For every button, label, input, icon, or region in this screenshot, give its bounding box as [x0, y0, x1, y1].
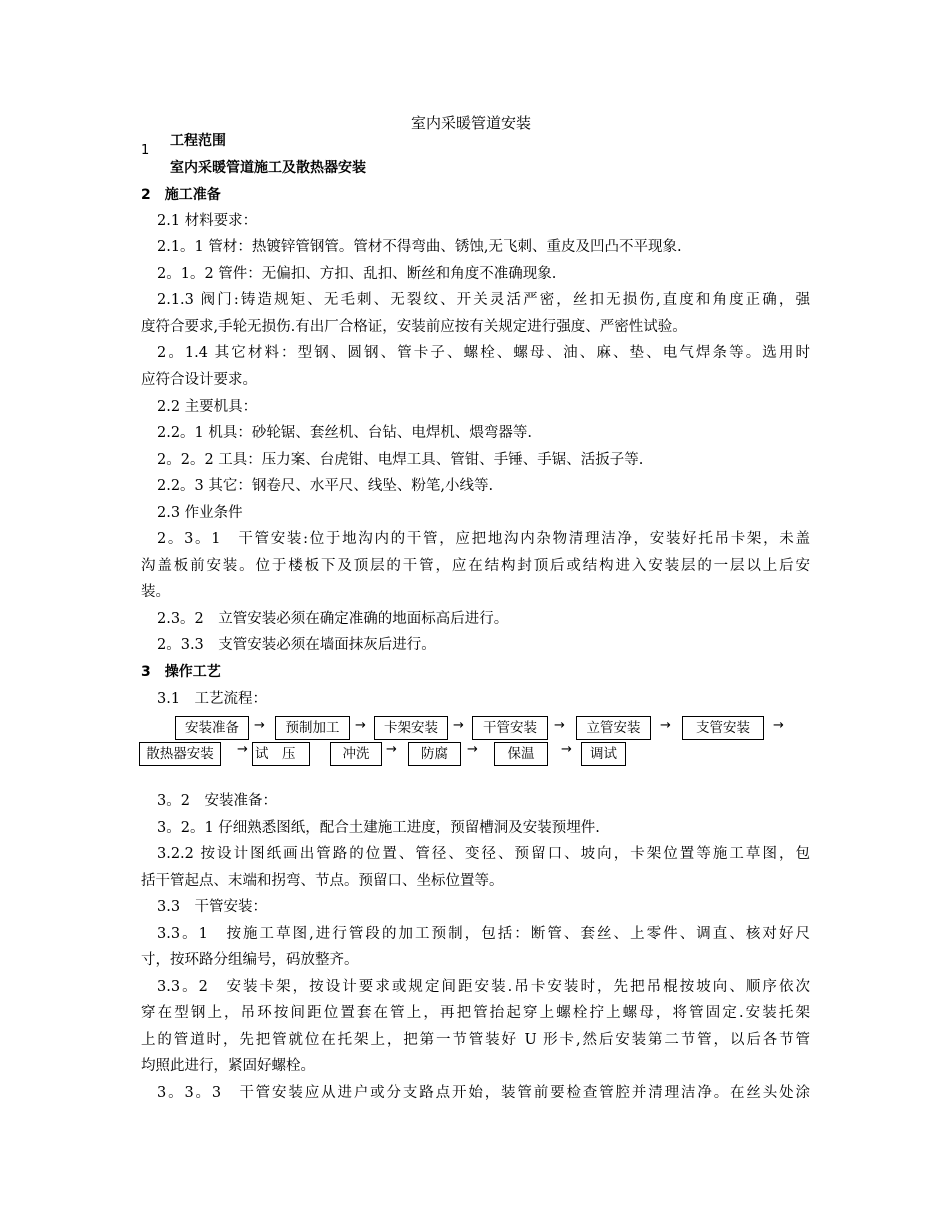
paragraph: 应符合设计要求。 [141, 372, 257, 388]
flow-arrow: → [254, 718, 265, 733]
flow-step: 防腐 [408, 742, 461, 766]
paragraph: 2。2。2 工具：压力案、台虎钳、电焊工具、管钳、手锤、手锯、活扳子等. [157, 452, 644, 468]
section-3-heading: 3 操作工艺 [141, 664, 221, 680]
paragraph: 2。3。1 干管安装:位于地沟内的干管，应把地沟内杂物清理洁净，安装好托吊卡架，未盖 [157, 531, 810, 547]
flow-arrow: → [561, 742, 572, 757]
paragraph: 3.3 干管安装： [157, 899, 268, 915]
flow-arrow: → [660, 718, 671, 733]
paragraph: 3。2 安装准备： [157, 793, 277, 809]
flow-arrow: → [237, 742, 248, 757]
paragraph: 寸，按环路分组编号，码放整齐。 [141, 952, 359, 968]
paragraph: 沟盖板前安装。位于楼板下及顶层的干管，应在结构封顶后或结构进入安装层的一层以上后安 [141, 558, 810, 574]
paragraph: 3.3。1 按施工草图,进行管段的加工预制，包括：断管、套丝、上零件、调直、核对好尺 [157, 926, 810, 942]
paragraph: 2。1.4 其它材料：型钢、圆钢、管卡子、螺栓、螺母、油、麻、垫、电气焊条等。选用时 [157, 345, 810, 361]
section-2-heading: 2 施工准备 [141, 187, 221, 203]
flow-step: 预制加工 [275, 716, 350, 740]
paragraph: 上的管道时，先把管就位在托架上，把第一节管装好 U 形卡,然后安装第二节管，以后各节管 [141, 1032, 810, 1048]
flow-step: 保温 [494, 742, 548, 766]
flow-step: 安装准备 [175, 716, 249, 740]
paragraph: 2.2。1 机具：砂轮锯、套丝机、台钻、电焊机、煨弯器等. [157, 425, 533, 441]
paragraph: 3.1 工艺流程： [157, 691, 268, 707]
flow-step: 调试 [581, 742, 626, 766]
paragraph: 度符合要求,手轮无损伤.有出厂合格证，安装前应按有关规定进行强度、严密性试验。 [141, 319, 687, 335]
flow-step: 卡架安装 [374, 716, 448, 740]
paragraph: 2.3。2 立管安装必须在确定准确的地面标高后进行。 [157, 611, 509, 627]
flow-step: 立管安装 [576, 716, 651, 740]
paragraph: 2.3 作业条件 [157, 505, 243, 521]
paragraph: 3。2。1 仔细熟悉图纸，配合土建施工进度，预留槽洞及安装预埋件. [157, 820, 600, 836]
paragraph: 3。3。3 干管安装应从进户或分支路点开始，装管前要检查管腔并清理洁净。在丝头处涂 [157, 1085, 810, 1101]
flow-step: 散热器安装 [139, 742, 221, 766]
flow-arrow: → [554, 718, 565, 733]
paragraph: 3.3。2 安装卡架，按设计要求或规定间距安装.吊卡安装时，先把吊棍按坡向、顺序依次 [157, 979, 810, 995]
paragraph: 2.2。3 其它：钢卷尺、水平尺、线坠、粉笔,小线等. [157, 478, 494, 494]
section-1-number: 1 [141, 143, 150, 158]
paragraph: 装。 [141, 584, 170, 600]
paragraph: 2.1 材料要求： [157, 213, 258, 229]
flow-arrow: → [386, 742, 397, 757]
flow-step: 冲洗 [330, 742, 382, 766]
flow-arrow: → [773, 718, 784, 733]
page-title: 室内采暖管道安装 [411, 114, 532, 132]
paragraph: 2.2 主要机具： [157, 399, 258, 415]
flow-arrow: → [355, 718, 366, 733]
section-1-body: 室内采暖管道施工及散热器安装 [170, 160, 366, 176]
section-1-heading: 工程范围 [170, 133, 226, 149]
paragraph: 均照此进行，紧固好螺栓。 [141, 1058, 315, 1074]
flow-step: 支管安装 [682, 716, 764, 740]
paragraph: 2.1。1 管材：热镀锌管钢管。管材不得弯曲、锈蚀,无飞刺、重皮及凹凸不平现象. [157, 239, 682, 255]
paragraph: 2.1.3 阀门:铸造规矩、无毛刺、无裂纹、开关灵活严密，丝扣无损伤,直度和角度正确，强 [157, 292, 810, 308]
flow-step: 试 压 [252, 742, 310, 766]
flow-arrow: → [467, 742, 478, 757]
flow-step: 干管安装 [472, 716, 548, 740]
paragraph: 2。3.3 支管安装必须在墙面抹灰后进行。 [157, 637, 436, 653]
paragraph: 2。1。2 管件：无偏扣、方扣、乱扣、断丝和角度不准确现象. [157, 266, 557, 282]
paragraph: 括干管起点、末端和拐弯、节点。预留口、坐标位置等。 [141, 873, 504, 889]
flow-arrow: → [453, 718, 464, 733]
paragraph: 3.2.2 按设计图纸画出管路的位置、管径、变径、预留口、坡向，卡架位置等施工草图，包 [157, 846, 811, 862]
paragraph: 穿在型钢上，吊环按间距位置套在管上，再把管抬起穿上螺栓拧上螺母，将管固定.安装托架 [141, 1005, 810, 1021]
